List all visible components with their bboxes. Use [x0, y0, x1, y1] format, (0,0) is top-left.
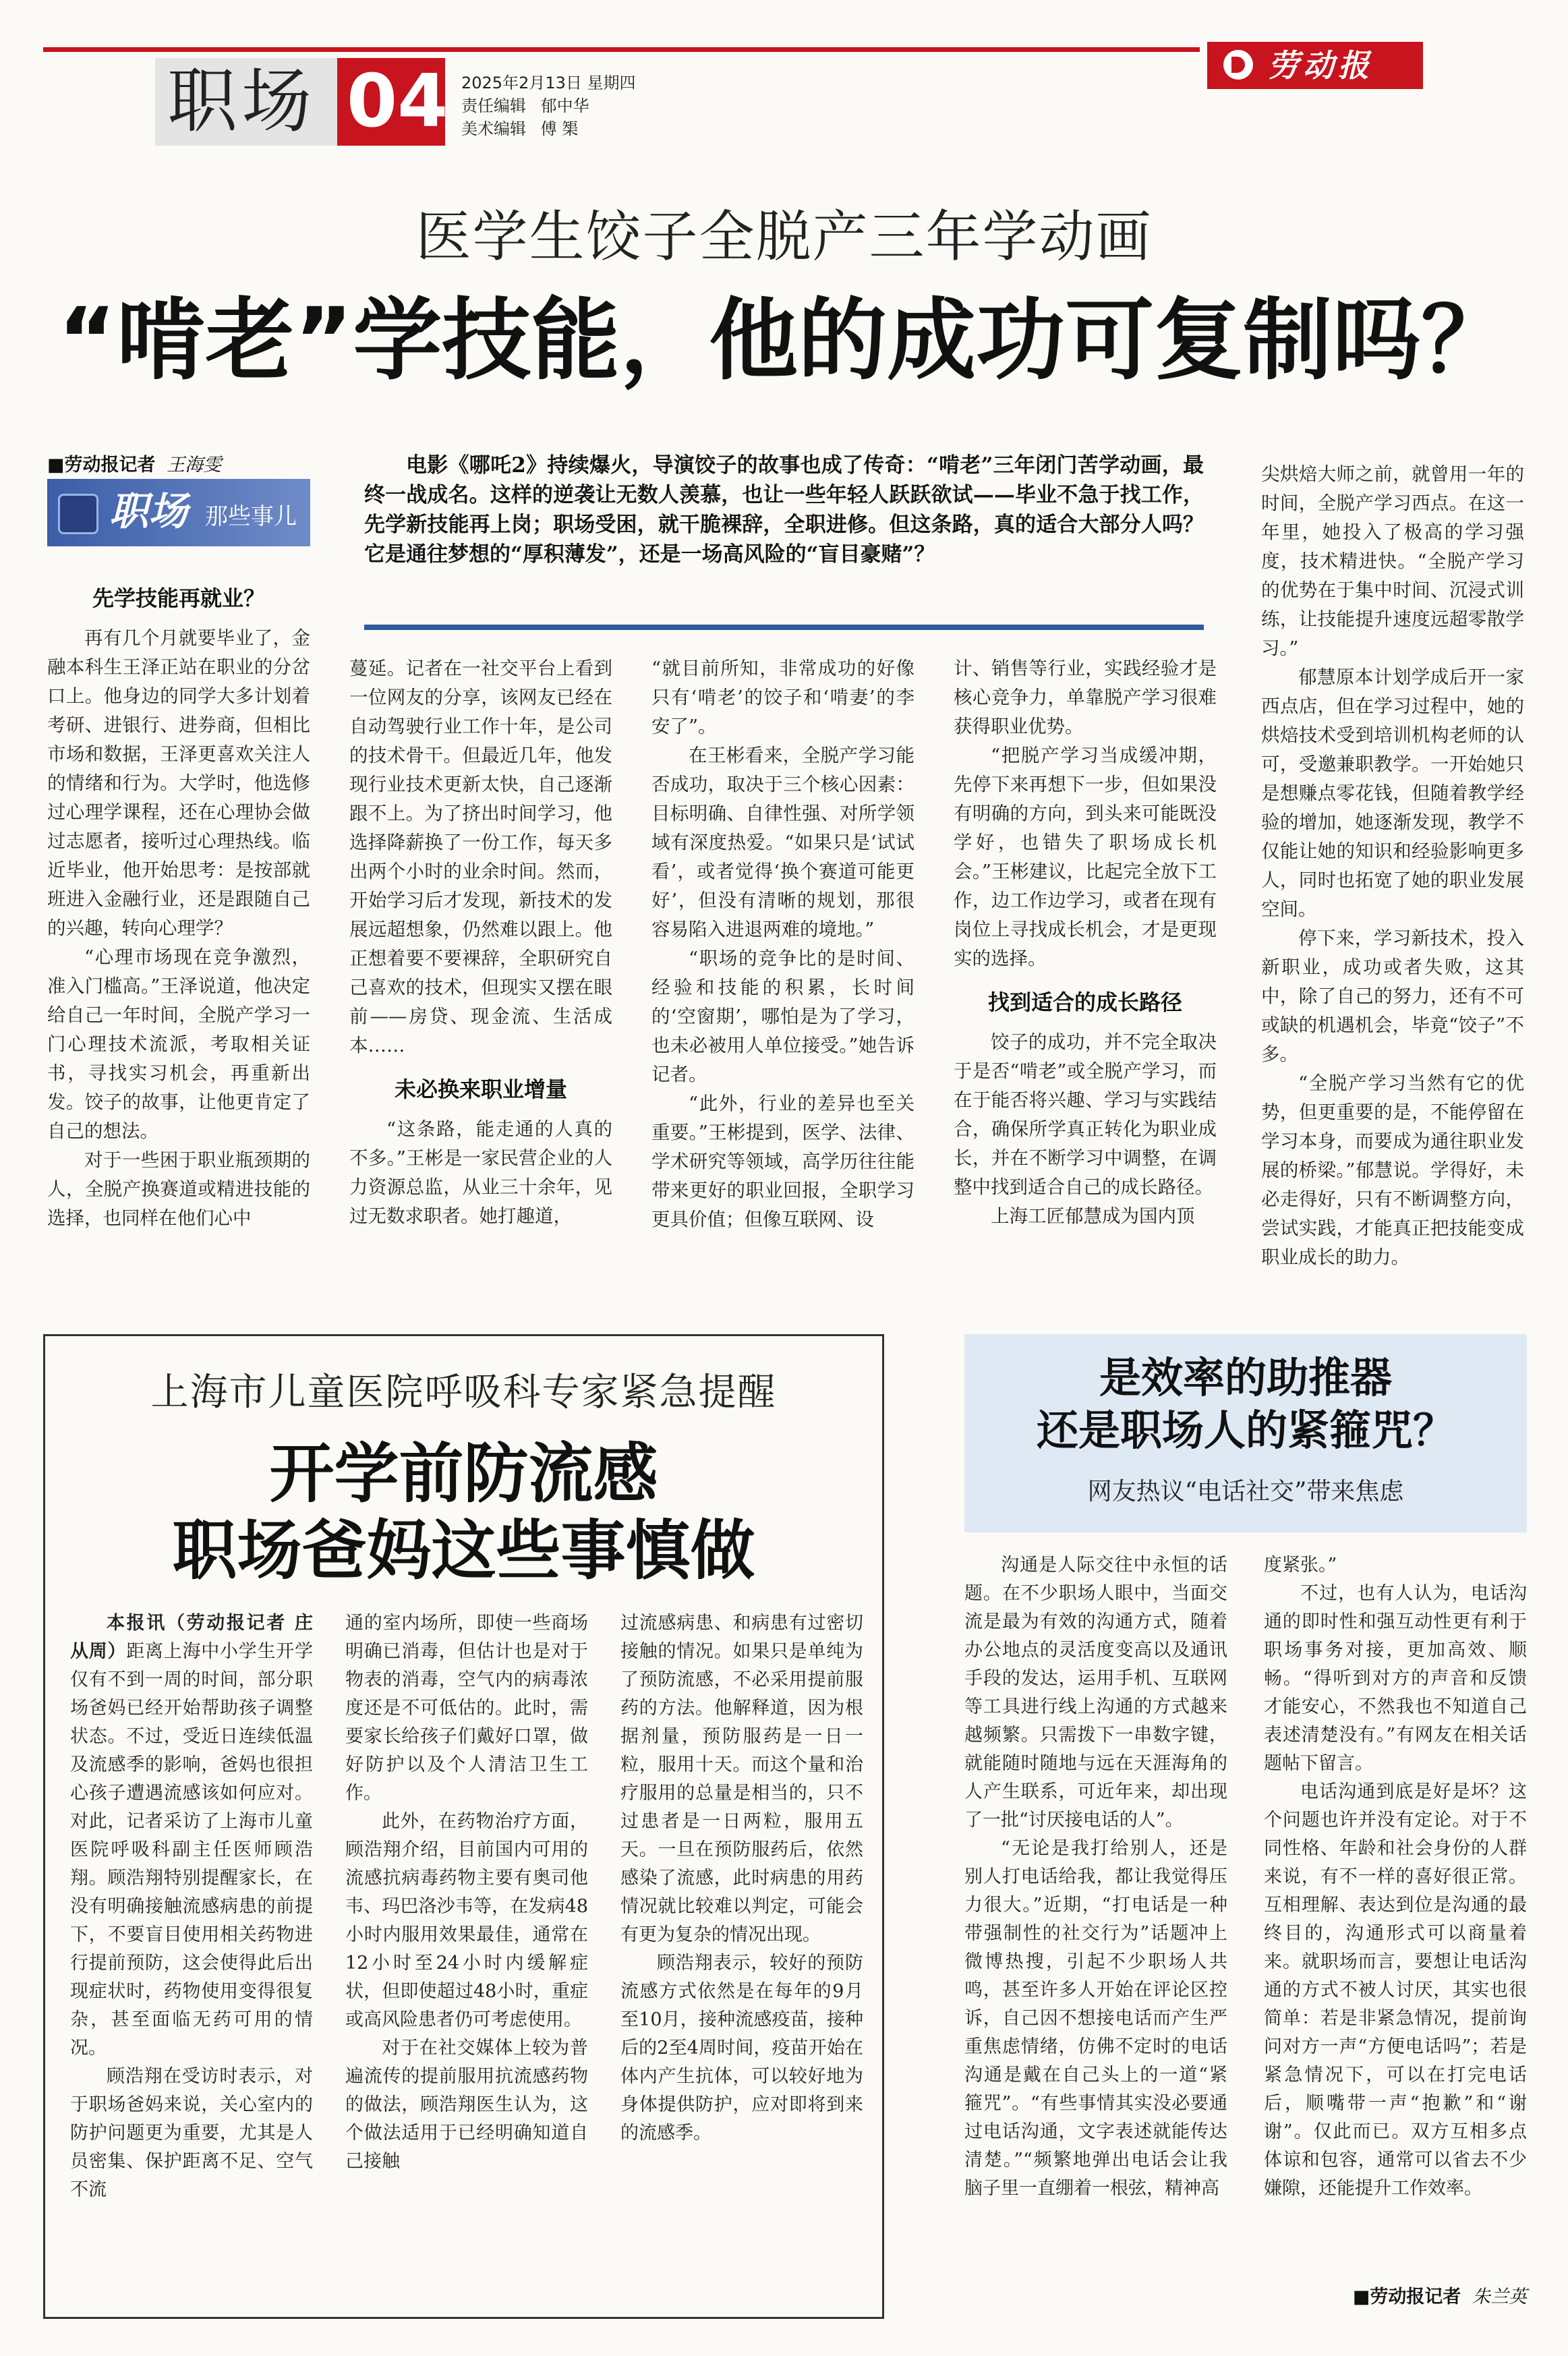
story2-headline [43, 1435, 884, 1589]
issue-info [461, 71, 636, 140]
story3-column-2: 度紧张。” 不过，也有人认为，电话沟通的即时性和强互动性更有利于职场事务对接，更加高效、顺畅。“得听到对方的声音和反馈才能安心，不然我也不知道自己表述清楚没有。”有网友在相关话题帖下留言。 电话沟通到底是好是坏？这个问题也许并没有定论。对于不同性格、年龄和社会身份的人群来说，有不一样的喜好很正常。互相理解、表达到位是沟通的最终目的，沟通形式可以商量着来。就职场而言，要想让电话沟通的方式不被人讨厌，其实也很简单：若是非紧急情况，提前询问对方一声“方便电话吗”；若是紧急情况下，可以在打完电话后，顺嘴带一声“抱歉”和“谢谢”。仅此而已。双方互相多点体谅和包容，通常可以省去不少嫌隙，还能提升工作效率。 [1264, 1555, 1527, 2199]
story3-byline: ■劳动报记者 朱兰英 [1352, 2287, 1527, 2307]
lede-rule [364, 625, 1204, 630]
story1-kicker: 医学生饺子全脱产三年学动画 [415, 205, 1153, 269]
story3-headline-line2: 还是职场人的紧箍咒？ [1036, 1406, 1455, 1455]
subhead-3: 找到适合的成长路径 [987, 989, 1182, 1015]
story3-headline-line1: 是效率的助推器 [1099, 1353, 1392, 1402]
top-red-rule [43, 47, 1200, 52]
newspaper-logo [1207, 42, 1423, 89]
issue-date: 2025年2月13日 星期四 [461, 74, 636, 92]
story2-dateline: 本报讯（劳动报记者 庄从周） [70, 1613, 313, 1662]
story1-column-4: 计、销售等行业，实践经验才是核心竞争力，单靠脱产学习很难获得职业优势。 “把脱产学习当成缓冲期，先停下来再想下一步，但如果没有明确的方向，到头来可能既没学好，也错失了职场成长机会。”王彬建议，比起完全放下工作，边工作边学习，或者在现有岗位上寻找成长机会，才是更现实的选择。 找到适合的成长路径 饺子的成功，并不完全取决于是否“啃老”或全脱产学习，而在于能否将兴趣、学习与实践结合，确保所学真正转化为职业成长，并在不断学习中调整，在调整中找到适合自己的成长路径。 上海工匠郁慧成为国内顶 [954, 658, 1217, 1227]
story1-column-1: 先学技能再就业？ 再有几个月就要毕业了，金融本科生王泽正站在职业的分岔口上。他身边的同学大多计划着考研、进银行、进券商，但相比市场和数据，王泽更喜欢关注人的情绪和行为。大学时，他选修过心理学课程，还在心理协会做过志愿者，接听过心理热线。临近毕业，他开始思考：是按部就班进入金融行业，还是跟随自己的兴趣，转向心理学？ “心理市场现在竞争激烈，准入门槛高。”王泽说道，他决定给自己一年时间，全脱产学习一门心理技术流派，考取相关证书，寻找实习机会，再重新出发。饺子的故事，让他更肯定了自己的想法。 对于一些困于职业瓶颈期的人，全脱产换赛道或精进技能的选择，也同样在他们心中 [47, 585, 310, 1229]
story2-column-3: 过流感病患、和病患有过密切接触的情况。如果只是单纯为了预防流感，不必采用提前服药的方法。他解释道，因为根据剂量，预防服药是一日一粒，服用十天。而这个量和治疗服用的总量是相当的，只不过患者是一日两粒，服用五天。一旦在预防服药后，依然感染了流感，此时病患的用药情况就比较难以判定，可能会有更为复杂的情况出现。 顾浩翔表示，较好的预防流感方式依然是在每年的9月至10月，接种流感疫苗，接种后的2至4周时间，疫苗开始在体内产生抗体，可以较好地为身体提供防护，应对即将到来的流感季。 [620, 1613, 863, 2144]
subhead-2: 未必换来职业增量 [394, 1076, 567, 1102]
section-title [155, 58, 337, 146]
story2-column-1: 本报讯（劳动报记者 庄从周）距离上海中小学生开学仅有不到一周的时间，部分职场爸妈已经开始帮助孩子调整状态。不过，受近日连续低温及流感季的影响，爸妈也很担心孩子遭遇流感该如何应对。对此，记者采访了上海市儿童医院呼吸科副主任医师顾浩翔。顾浩翔特别提醒家长，在没有明确接触流感病患的前提下，不要盲目使用相关药物进行提前预防，这会使得此后出现症状时，药物使用变得很复杂，甚至面临无药可用的情况。 顾浩翔在受访时表示，对于职场爸妈来说，关心室内的防护问题更为重要，尤其是人员密集、保护距离不足、空气不流 [70, 1613, 313, 2200]
story2-column-2: 通的室内场所，即使一些商场明确已消毒，但估计也是对于物表的消毒，空气内的病毒浓度还是不可低估的。此时，需要家长给孩子们戴好口罩，做好防护以及个人清洁卫生工作。 此外，在药物治疗方面，顾浩翔介绍，目前国内可用的流感抗病毒药物主要有奥司他韦、玛巴洛沙韦等，在发病48小时内服用效果最佳，通常在12小时至24小时内缓解症状，但即使超过48小时，重症或高风险患者仍可考虑使用。 对于在社交媒体上较为普遍流传的提前服用抗流感药物的做法，顾浩翔医生认为，这个做法适用于已经明确知道自己接触 [345, 1613, 588, 2172]
story1-lede: 电影《哪吒2》持续爆火，导演饺子的故事也成了传奇：“啃老”三年闭门苦学动画，最终一战成名。这样的逆袭让无数人羡慕，也让一些年轻人跃跃欲试——毕业不急于找工作，先学新技能再上岗；职场受困，就干脆裸辞，全职进修。但这条路，真的适合大部分人吗？它是通往梦想的“厚积薄发”，还是一场高风险的“盲目豪赌”？ [364, 453, 1204, 567]
story1-column-5: 尖烘焙大师之前，就曾用一年的时间，全脱产学习西点。在这一年里，她投入了极高的学习强度，技术精进快。“全脱产学习的优势在于集中时间、沉浸式训练，让技能提升速度远超零散学习。” 郁慧原本计划学成后开一家西点店，但在学习过程中，她的烘焙技术受到培训机构老师的认可，受邀兼职教学。一开始她只是想赚点零花钱，但随着教学经验的增加，她逐渐发现，教学不仅能让她的知识和经验影响更多人，同时也拓宽了她的职业发展空间。 停下来，学习新技术，投入新职业，成功或者失败，这其中，除了自己的努力，还有不可或缺的机遇机会，毕竟“饺子”不多。 “全脱产学习当然有它的优势，但更重要的是，不能停留在学习本身，而要成为通往职业发展的桥梁。”郁慧说。学得好，未必走得好，只有不断调整方向，尝试实践，才能真正把技能变成职业成长的助力。 [1261, 463, 1524, 1268]
column-tag-icon [58, 494, 98, 534]
editor-line: 责任编辑 郁中华 [461, 96, 589, 115]
story2-headline-line2: 职场爸妈这些事慎做 [172, 1513, 755, 1588]
story1-byline: ■劳动报记者 王海雯 [47, 455, 222, 476]
story3-column-1: 沟通是人际交往中永恒的话题。在不少职场人眼中，当面交流是最为有效的沟通方式，随着办公地点的灵活度变高以及通讯手段的发达，运用手机、互联网等工具进行线上沟通的方式越来越频繁。只需拨下一串数字键，就能随时随地与远在天涯海角的人产生联系，可近年来，却出现了一批“讨厌接电话的人”。 “无论是我打给别人，还是别人打电话给我，都让我觉得压力很大。”近期，“打电话是一种带强制性的社交行为”话题冲上微博热搜，引起不少职场人共鸣，甚至许多人开始在评论区控诉，自己因不想接电话而产生严重焦虑情绪，仿佛不定时的电话沟通是戴在自己头上的一道“紧箍咒”。“有些事情其实没必要通过电话沟通，文字表述就能传达清楚。”“频繁地弹出电话会让我脑子里一直绷着一根弦，精神高 [964, 1555, 1227, 2199]
subhead-1: 先学技能再就业？ [92, 585, 265, 611]
story1-column-3: “就目前所知，非常成功的好像只有‘啃老’的饺子和‘啃妻’的李安了”。 在王彬看来，全脱产学习能否成功，取决于三个核心因素：目标明确、自律性强、对所学领域有深度热爱。“如果只是‘试试看’，或者觉得‘换个赛道可能更好’，但没有清晰的规划，那很容易陷入进退两难的境地。” “职场的竞争比的是时间、经验和技能的积累，长时间的‘空窗期’，哪怕是为了学习，也未必被用人单位接受。”她告诉记者。 “此外，行业的差异也至关重要。”王彬提到，医学、法律、学术研究等领域，高学历往往能带来更好的职业回报，全职学习更具价值；但像互联网、设 [651, 658, 914, 1230]
section-name: 职场 [167, 60, 316, 142]
page-number: 04 [337, 58, 445, 146]
story3-subtitle: 网友热议“电话社交”带来焦虑 [1087, 1478, 1404, 1505]
story1-column-2: 蔓延。记者在一社交平台上看到一位网友的分享，该网友已经在自动驾驶行业工作十年，是公司的技术骨干。但最近几年，他发现行业技术更新太快，自己逐渐跟不上。为了挤出时间学习，他选择降薪换了一份工作，每天多出两个小时的业余时间。然而，开始学习后才发现，新技术的发展远超想象，仍然难以跟上。他正想着要不要裸辞，全职研究自己喜欢的技术，但现实又摆在眼前——房贷、现金流、生活成本…… 未必换来职业增量 “这条路，能走通的人真的不多。”王彬是一家民营企业的人力资源总监，从业三十余年，见过无数求职者。她打趣道， [349, 658, 612, 1227]
story2-headline-line1: 开学前防流感 [269, 1436, 658, 1512]
story3-headline [964, 1352, 1527, 1457]
column-tag: 职场 那些事儿 [47, 479, 310, 546]
story2-kicker: 上海市儿童医院呼吸科专家紧急提醒 [150, 1371, 777, 1414]
art-editor-line: 美术编辑 傅 榘 [461, 119, 579, 138]
story1-headline: “啃老”学技能，他的成功可复制吗？ [57, 289, 1511, 393]
logo-text: 劳动报 [1268, 47, 1373, 84]
